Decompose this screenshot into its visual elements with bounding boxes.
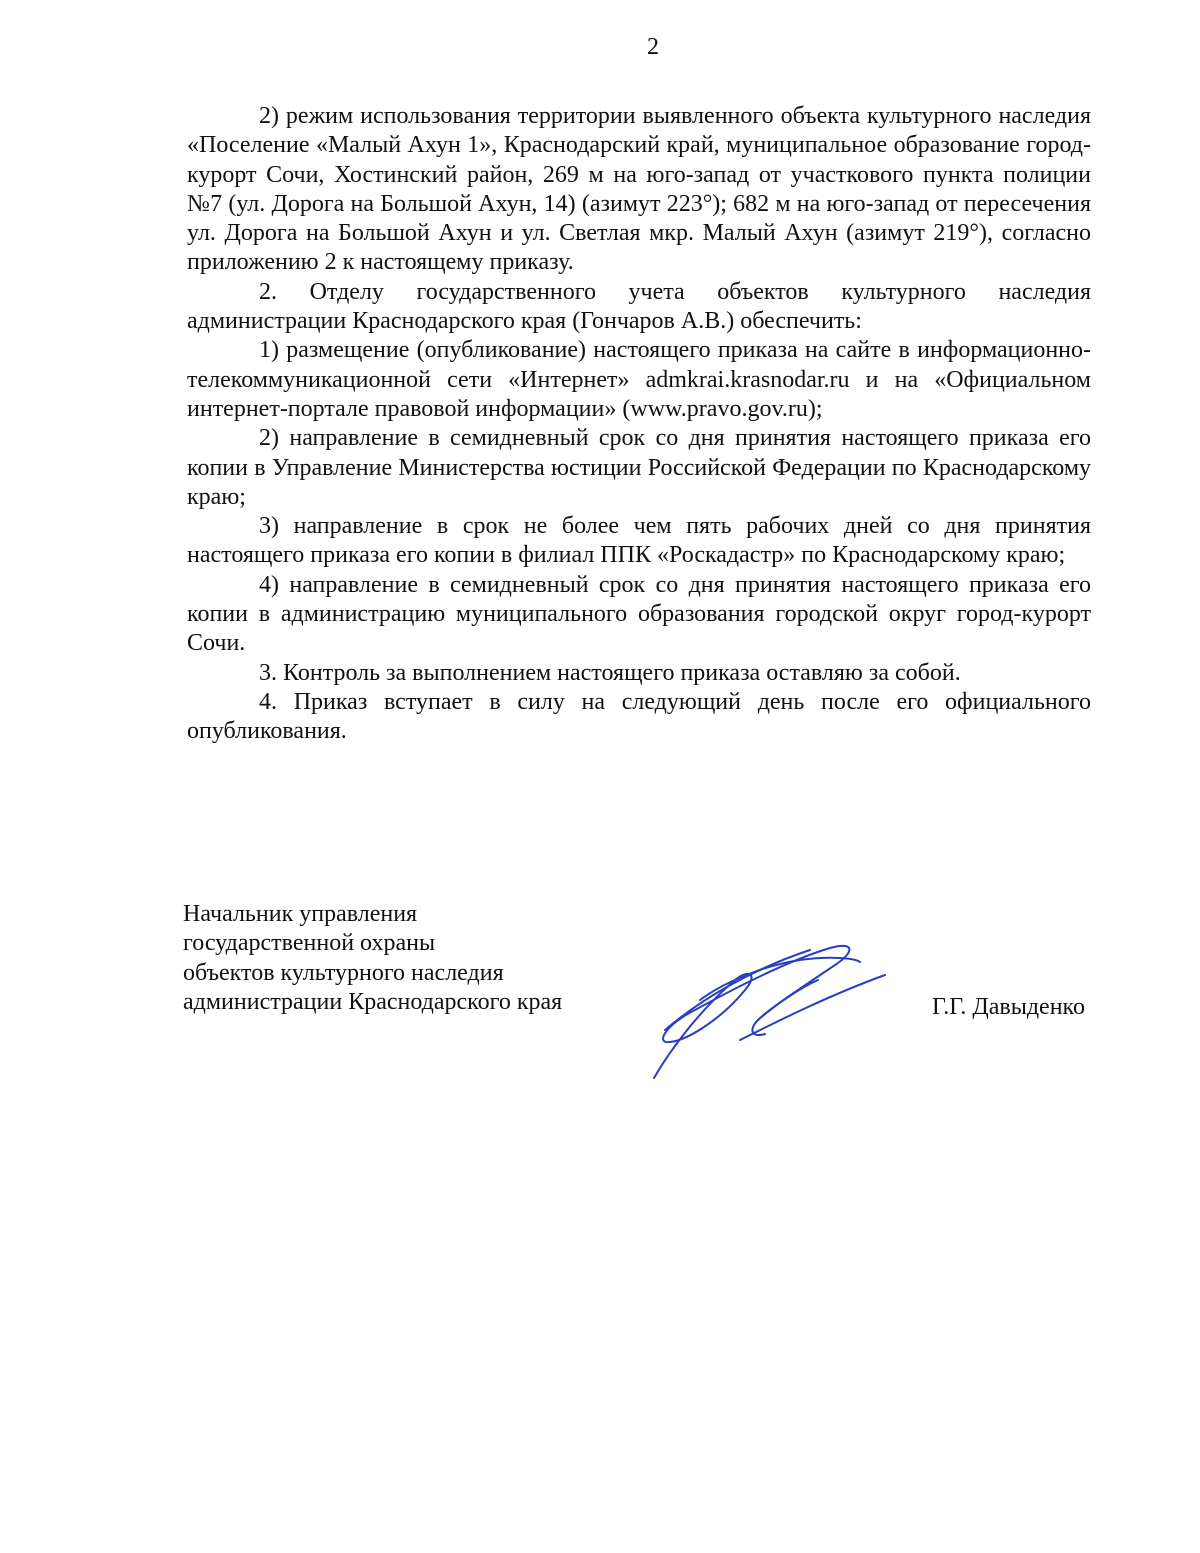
paragraph-department-duties: 2. Отделу государственного учета объектов культурного наследия администрации Краснодарского края (Гончаров А.В.) обеспечить: xyxy=(187,278,1091,335)
document-body xyxy=(187,102,1091,747)
signatory-name: Г.Г. Давыденко xyxy=(932,994,1085,1020)
signatory-title-line: администрации Краснодарского края xyxy=(183,988,563,1015)
signatory-title-line: Начальник управления xyxy=(183,901,418,927)
paragraph-roskadastr: 3) направление в срок не более чем пять рабочих дней со дня принятия настоящего приказа его копии в филиал ППК «Роскадастр» по Краснодарскому краю; xyxy=(187,513,1091,569)
signatory-title xyxy=(183,900,562,1017)
paragraph-ministry-of-justice: 2) направление в семидневный срок со дня принятия настоящего приказа его копии в Управление Министерства юстиции Российской Федерации по Краснодарскому краю; xyxy=(187,425,1091,510)
paragraph-sochi-administration: 4) направление в семидневный срок со дня принятия настоящего приказа его копии в администрацию муниципального образования городской округ город-курорт Сочи. xyxy=(187,571,1091,657)
paragraph-control: 3. Контроль за выполнением настоящего приказа оставляю за собой. xyxy=(259,659,961,686)
paragraph-publication: 1) размещение (опубликование) настоящего приказа на сайте в информационно-телекоммуникационной сети «Интернет» admkrai.krasnodar.ru и на «Официальном интернет-портале правовой информации» (www.pravo.gov.ru); xyxy=(187,337,1091,422)
signatory-title-line: объектов культурного наследия xyxy=(183,959,504,986)
signatory-title-line: государственной охраны xyxy=(183,930,436,957)
page-number: 2 xyxy=(647,34,659,60)
paragraph-entry-into-force: 4. Приказ вступает в силу на следующий день после его официального опубликования. xyxy=(187,688,1091,745)
paragraph-usage-regime: 2) режим использования территории выявленного объекта культурного наследия «Поселение «Малый Ахун 1», Краснодарский край, муниципальное образование город-курорт Сочи, Хостинский район, 269 м на юго-запад от участкового пункта полиции №7 (ул. Дорога на Большой Ахун, 14) (азимут 223°); 682 м на юго-запад от пересечения ул. Дорога на Большой Ахун и ул. Светлая мкр. Малый Ахун (азимут 219°), согласно приложению 2 к настоящему приказу. xyxy=(187,103,1091,276)
handwritten-signature xyxy=(640,930,900,1090)
